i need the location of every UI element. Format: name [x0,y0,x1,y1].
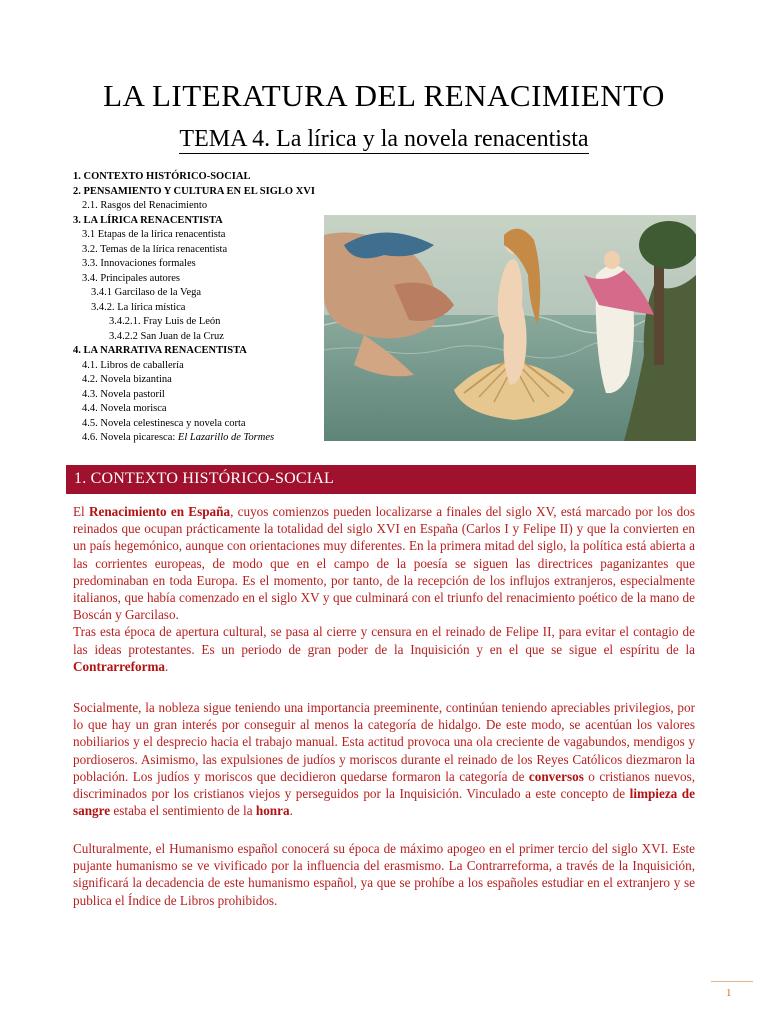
toc-item [73,431,323,446]
body-text: . [289,803,293,819]
body-text: El [73,504,89,519]
subtitle-prefix: TEMA 4. [179,126,277,152]
body-text: o cristianos nuevos, discriminados por los cristianos viejos y perseguidos por la Inquisición. Vinculado a este concepto de [73,768,695,802]
page-number: 1 [726,987,732,999]
toc-item [73,344,323,359]
toc-item [73,170,323,185]
body-text: . [165,658,169,674]
toc-item-text: 3.4.1 Garcilaso de la Vega [91,287,202,298]
toc-item-text: 4. LA NARRATIVA RENACENTISTA [73,345,247,356]
section-heading-bar [66,465,696,494]
emphasis-text: Renacimiento en España [88,504,231,519]
toc-item-text: 4.1. Libros de caballería [82,359,184,371]
toc-item [73,359,323,374]
toc-item [73,199,323,214]
emphasis-text: limpieza de sangre [73,786,695,819]
toc-item [73,228,323,243]
subtitle-underlined [179,126,588,154]
paragraph-context [73,503,695,675]
toc-item [73,301,323,316]
emphasis-text: Contrarreforma [73,658,166,674]
toc-item-text: 3. LA LÍRICA RENACENTISTA [73,214,223,226]
toc-item [73,286,323,301]
toc-item-text: 3.4.2. La lírica mística [91,301,186,313]
toc-item [73,214,323,229]
toc-item-text: 1. CONTEXTO HISTÓRICO-SOCIAL [73,171,251,182]
toc-item-text: 2. PENSAMIENTO Y CULTURA EN EL SIGLO XVI [73,185,315,197]
emphasis-text: honra [255,803,290,819]
birth-of-venus-painting [324,215,696,441]
body-text: , cuyos comienzos pueden localizarse a finales del siglo XV, está marcado por los dos reinados que ocupan prácticamente la totalidad del siglo XVI en España (Carlos I y Felipe II) y que la convierten en un país hegemónico, aunque con orientaciones muy diferentes. En la primera mitad del siglo, la política está abierta a las corrientes europeas, de modo que en el campo de la poesía se siguen las directrices paganizantes que predominaban en toda Europa. Es el momento, por tanto, de la recepción de los influjos extranjeros, especialmente italianos, que había comenzado en el siglo XV y que culminará con el triunfo del renacimiento poético de la mano de Boscán y Garcilaso. [73,504,695,623]
toc-item-text: 3.1 Etapas de la lírica renacentista [82,229,226,240]
body-text: estaba el sentimiento de la [110,803,256,819]
toc-item [73,388,323,403]
toc-item-text: 4.4. Novela morisca [82,403,167,414]
toc-item [73,417,323,432]
footer-rule [711,981,753,982]
toc-item [73,272,323,287]
body-text: Culturalmente, el Humanismo español conocerá su época de máximo apogeo en el primer tercio del siglo XVI. Este pujante humanismo se ve vivificado por la influencia del erasmismo. La Contrarreforma, a través de la Inquisición, significará la decadencia de este humanismo español, ya que se prohíbe a los españoles estudiar en el extranjero y se publica el Índice de Libros prohibidos. [73,841,695,908]
toc-item [73,373,323,388]
paragraph-culture [73,840,695,909]
subtitle-text: La lírica y la novela renacentista [276,126,589,152]
toc-item [73,402,323,417]
toc-item [73,243,323,258]
toc-item-text: 4.5. Novela celestinesca y novela corta [82,417,246,429]
toc-item-italic: El Lazarillo de Tormes [177,432,275,443]
toc-item-text: 3.2. Temas de la lírica renacentista [82,243,228,255]
document-subtitle [0,124,768,154]
toc-item [73,257,323,272]
paragraph-society [73,699,695,819]
emphasis-text: conversos [528,768,584,784]
toc-item-text: 2.1. Rasgos del Renacimiento [82,200,208,211]
toc-item-text: 3.4.2.1. Fray Luis de León [109,316,221,327]
toc-item-text: 3.3. Innovaciones formales [82,258,196,269]
toc-item-text: 3.4. Principales autores [82,272,180,284]
toc-item-text: 3.4.2.2 San Juan de la Cruz [109,330,224,342]
body-text: Tras esta época de apertura cultural, se pasa al cierre y censura en el reinado de Felipe II, para evitar el contagio de las ideas protestantes. Es un periodo de gran poder de la Inquisición y en el que se sigue el espíritu de la [73,624,695,657]
toc-item [73,330,323,345]
table-of-contents [73,170,323,446]
document-title: LA LITERATURA DEL RENACIMIENTO [103,78,665,113]
toc-item-text: 4.2. Novela bizantina [82,374,172,385]
body-text: Socialmente, la nobleza sigue teniendo una importancia preeminente, continúan teniendo apreciables privilegios, por lo que hay un gran interés por conseguir al menos la categoría de hidalgo. De este modo, se acentúan los valores nobiliarios y el desprecio hacia el trabajo manual. Esta actitud provoca una ola creciente de vagabundos, mendigos y pordioseros. Asimismo, las expulsiones de judíos y moriscos durante el reinado de los Reyes Católicos diezmaron la población. Los judíos y moriscos que decidieron quedarse formaron la categoría de [73,700,695,784]
toc-item [73,315,323,330]
section-heading: 1. CONTEXTO HISTÓRICO-SOCIAL [74,470,334,487]
toc-item-text: 4.3. Novela pastoril [82,388,165,400]
toc-item-text: 4.6. Novela picaresca: [82,432,178,443]
toc-item [73,185,323,200]
